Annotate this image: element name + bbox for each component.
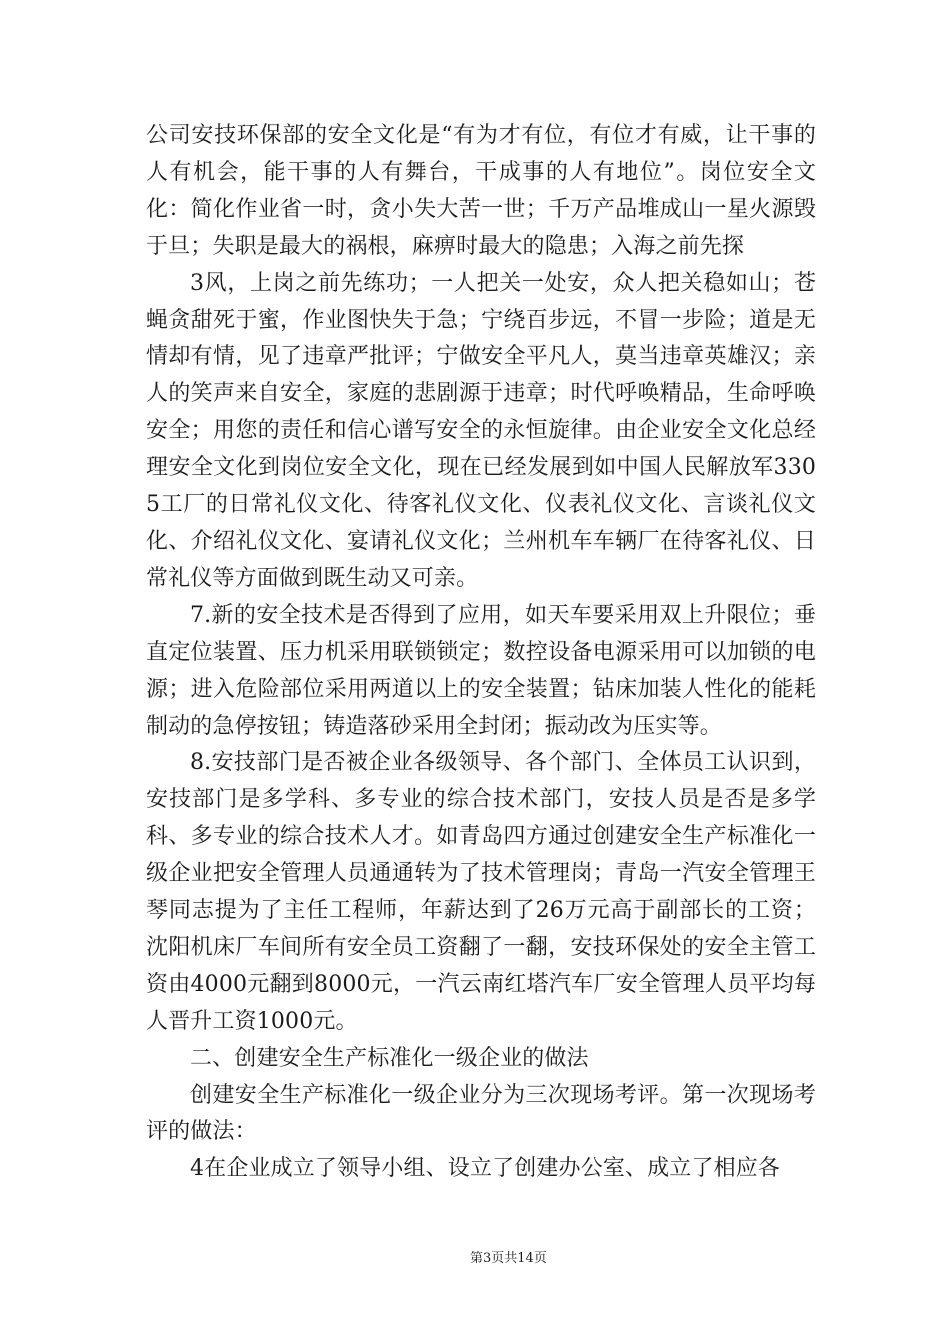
paragraph-3: 7.新的安全技术是否得到了应用，如天车要采用双上升限位；垂直定位装置、压力机采用联锁锁定；数控设备电源采用可以加锁的电源；进入危险部位采用两道以上的安全装置；钻床加装人性化的能耗制动的急停按钮；铸造落砂采用全封闭；振动改为压实等。: [146, 602, 816, 739]
paragraph-6: 4在企业成立了领导小组、设立了创建办公室、成立了相应各: [190, 1156, 781, 1182]
paragraph-5: 创建安全生产标准化一级企业分为三次现场考评。第一次现场考评的做法：: [146, 1082, 816, 1145]
page-number-footer: 第3页共14页: [470, 1251, 547, 1266]
section-heading: 二、创建安全生产标准化一级企业的做法: [190, 1045, 589, 1071]
document-body: [146, 118, 816, 1188]
paragraph-4: 8.安技部门是否被企业各级领导、各个部门、全体员工认识到，安技部门是多学科、多专业的综合技术部门，安技人员是否是多学科、多专业的综合技术人才。如青岛四方通过创建安全生产标准化一级企业把安全管理人员通通转为了技术管理岗；青岛一汽安全管理王琴同志提为了主任工程师，年薪达到了26万元高于副部长的工资；沈阳机床厂车间所有安全员工资翻了一翻，安技环保处的安全主管工资由4000元翻到8000元，一汽云南红塔汽车厂安全管理人员平均每人晋升工资1000元。: [146, 750, 816, 1034]
paragraph-1: 公司安技环保部的安全文化是“有为才有位，有位才有威，让干事的人有机会，能干事的人有舞台，干成事的人有地位”。岗位安全文化：简化作业省一时，贪小失大苦一世；千万产品堆成山一星火源毁于旦；失职是最大的祸根，麻痹时最大的隐患；入海之前先探: [146, 123, 816, 259]
paragraph-2: 3风，上岗之前先练功；一人把关一处安，众人把关稳如山；苍蝇贪甜死于蜜，作业图快失于急；宁绕百步远，不冒一步险；道是无情却有情，见了违章严批评；宁做安全平凡人，莫当违章英雄汉；亲人的笑声来自安全，家庭的悲剧源于违章；时代呼唤精品，生命呼唤安全；用您的责任和信心谱写安全的永恒旋律。由企业安全文化总经理安全文化到岗位安全文化，现在已经发展到如中国人民解放军3305工厂的日常礼仪文化、待客礼仪文化、仪表礼仪文化、言谈礼仪文化、介绍礼仪文化、宴请礼仪文化；兰州机车车辆厂在待客礼仪、日常礼仪等方面做到既生动又可亲。: [146, 270, 816, 591]
